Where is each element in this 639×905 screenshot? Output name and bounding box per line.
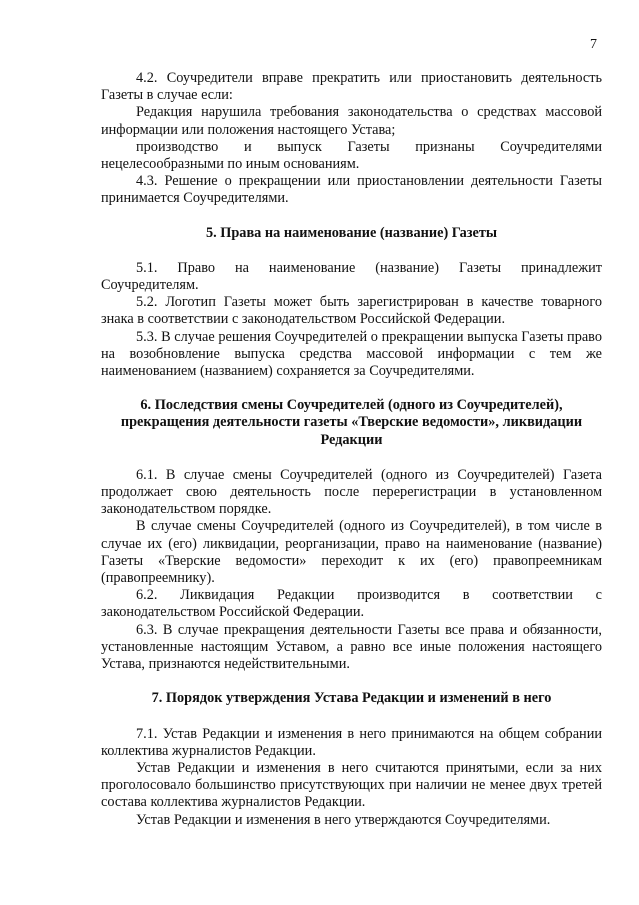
section-5-heading: 5. Права на наименование (название) Газеты — [205, 224, 498, 241]
paragraph-7-1-b: Устав Редакции и изменения в него считаются принятыми, если за них проголосовало большинство присутствующих при наличии не менее двух третей состава коллектива журналистов Редакции. — [101, 759, 602, 811]
paragraph-6-3: 6.3. В случае прекращения деятельности Газеты все права и обязанности, установленные настоящим Уставом, а равно все иные положения настоящего Устава, признаются недействительными. — [101, 621, 602, 673]
paragraph-5-1: 5.1. Право на наименование (название) Газеты принадлежит Соучредителям. — [101, 259, 602, 294]
paragraph-5-2: 5.2. Логотип Газеты может быть зарегистрирован в качестве товарного знака в соответствии с законодательством Российской Федерации. — [101, 294, 602, 328]
document-body — [101, 70, 602, 829]
paragraph-7-1-c: Устав Редакции и изменения в него утверждаются Соучредителями. — [136, 811, 551, 828]
paragraph-4-2-b: производство и выпуск Газеты признаны Соучредителями нецелесообразными по иным основаниям. — [101, 138, 602, 173]
paragraph-6-1-b: В случае смены Соучредителей (одного из Соучредителей), в том числе в случае их (его) ликвидации, реорганизации, право на наименование (название) Газеты «Тверские ведомости» переходит к их (его) правопреемникам (правопреемнику). — [101, 518, 602, 587]
paragraph-5-3: 5.3. В случае решения Соучредителей о прекращении выпуска Газеты право на возобновление выпуска средства массовой информации с тем же наименованием (названием) сохраняется за Соучредителями. — [101, 328, 602, 380]
section-6-heading: 6. Последствия смены Соучредителей (одного из Соучредителей), прекращения деятельности газеты «Тверские ведомости», ликвидации Редакции — [120, 397, 583, 448]
paragraph-6-2: 6.2. Ликвидация Редакции производится в соответствии с законодательством Российской Федерации. — [101, 587, 602, 621]
paragraph-4-2: 4.2. Соучредители вправе прекратить или приостановить деятельность Газеты в случае если: — [101, 70, 602, 104]
paragraph-4-3: 4.3. Решение о прекращении или приостановлении деятельности Газеты принимается Соучредителями. — [101, 173, 602, 207]
paragraph-7-1: 7.1. Устав Редакции и изменения в него принимаются на общем собрании коллектива журналистов Редакции. — [101, 725, 602, 759]
section-7-heading: 7. Порядок утверждения Устава Редакции и изменений в него — [151, 690, 552, 707]
page-number: 7 — [590, 37, 597, 52]
paragraph-6-1: 6.1. В случае смены Соучредителей (одного из Соучредителей) Газета продолжает свою деятельность после перерегистрации в установленном законодательством порядке. — [101, 466, 602, 518]
paragraph-4-2-a: Редакция нарушила требования законодательства о средствах массовой информации или положения настоящего Устава; — [101, 104, 602, 138]
